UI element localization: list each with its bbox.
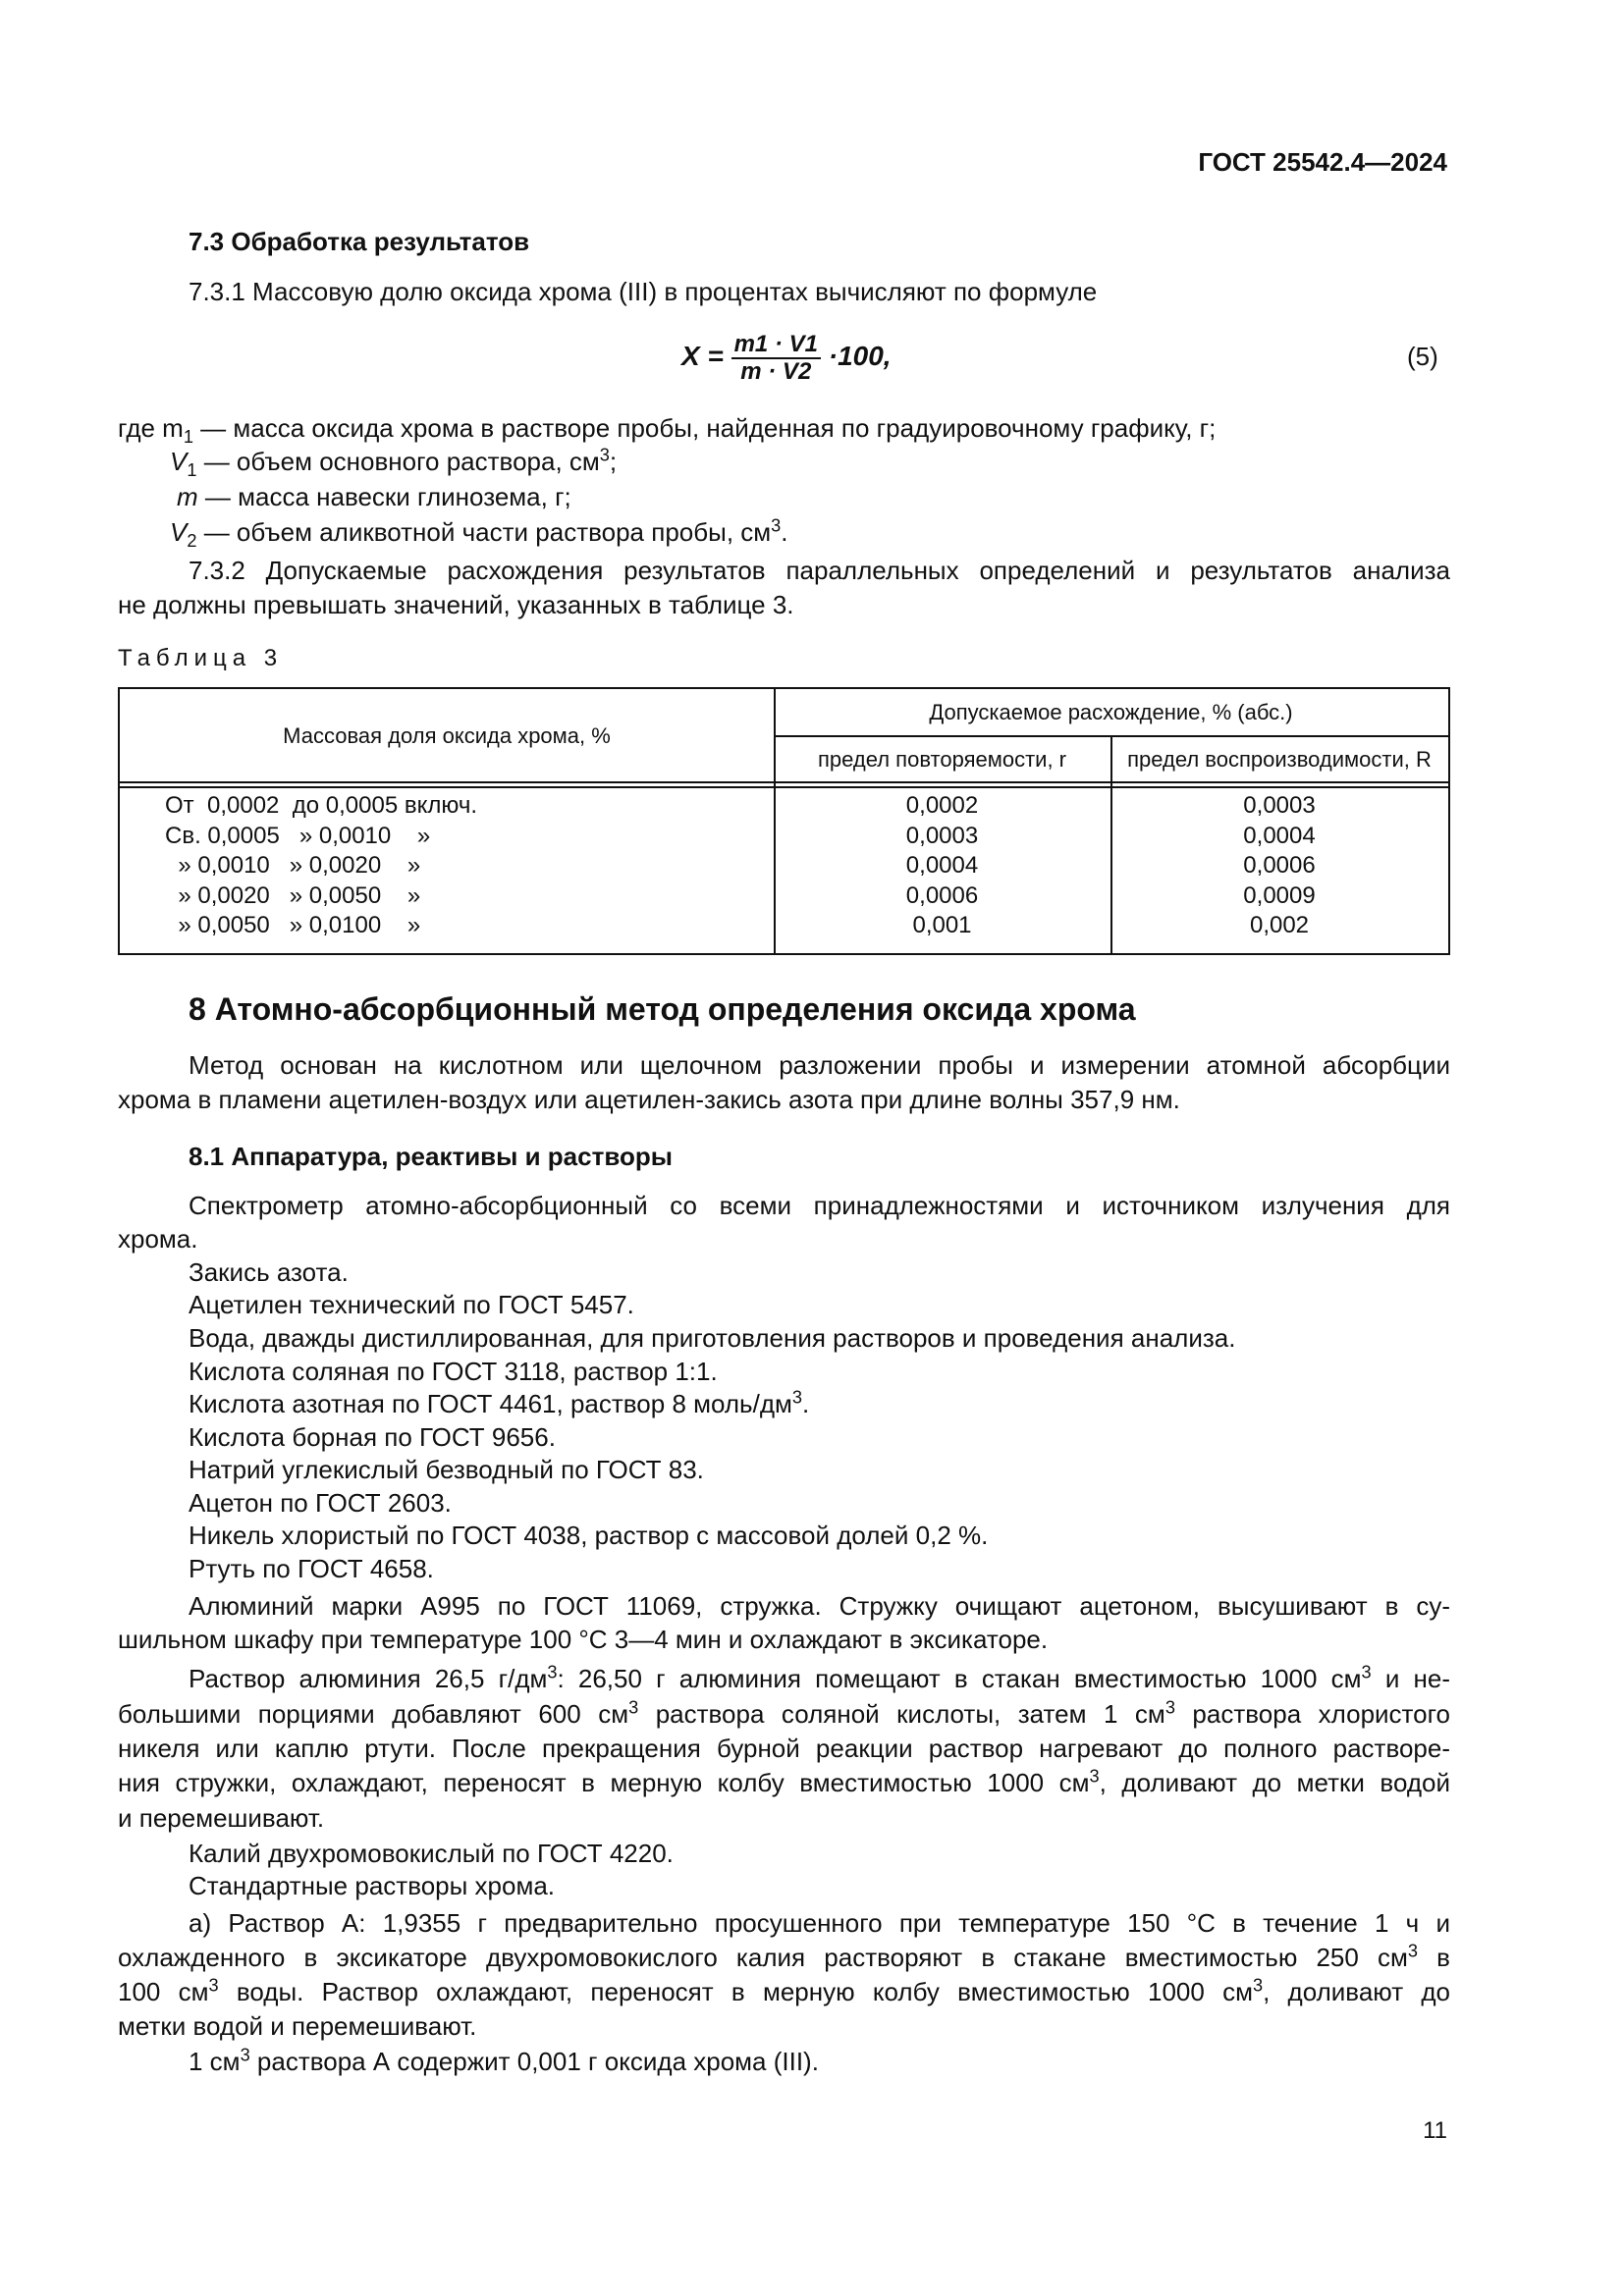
table-cell: 0,0006 [905, 881, 979, 909]
table-3 [118, 687, 1450, 955]
table-cell: 0,0003 [905, 822, 979, 849]
text: большими порциями добавляют 600 см [118, 1699, 629, 1729]
subscript: 1 [187, 460, 197, 481]
table-cell: » 0,0010 » 0,0020 » [165, 852, 421, 879]
section-8-intro-line1: Метод основан на кислотном или щелочном разложении пробы и измерении атомной абсорбции [189, 1050, 1450, 1080]
where-m1 [118, 412, 1217, 448]
text: Раствор алюминия 26,5 г/дм [189, 1664, 548, 1693]
section-8-intro-line2: хрома в пламени ацетилен-воздух или ацетилен-закись азота при длине волны 357,9 нм. [118, 1085, 1180, 1114]
superscript: 3 [1361, 1662, 1372, 1682]
section-8-title: 8 Атомно-абсорбционный метод определения оксида хрома [189, 991, 1136, 1027]
table-cell: 0,0009 [1243, 881, 1316, 909]
text: в [1418, 1943, 1450, 1972]
text: 100 см [118, 1977, 209, 2006]
al-solution-line3: никеля или каплю ртути. После прекращения бурной реакции раствор нагревают до полного растворе- [118, 1734, 1450, 1763]
reagent-item: Ацетилен технический по ГОСТ 5457. [189, 1290, 634, 1319]
table-divider [774, 735, 1448, 737]
formula-numerator: m1 · V1 [731, 332, 821, 359]
where-m [177, 481, 571, 513]
symbol: m [177, 482, 198, 511]
text: ния стружки, охлаждают, переносят в мерную колбу вместимостью 1000 см [118, 1768, 1090, 1797]
table-cell: 0,0004 [905, 852, 979, 879]
potassium-dichromate: Калий двухромовокислый по ГОСТ 4220. [189, 1839, 674, 1868]
section-7-3-title: 7.3 Обработка результатов [189, 227, 530, 256]
paragraph-7-3-1: 7.3.1 Массовую долю оксида хрома (III) в процентах вычисляют по формуле [189, 277, 1098, 306]
formula-number: (5) [1407, 342, 1438, 371]
table-col-R [1110, 791, 1448, 941]
page-number: 11 [1423, 2117, 1447, 2144]
aluminium-line2: шильном шкафу при температуре 100 °С 3—4 мин и охлаждают в эксикаторе. [118, 1625, 1049, 1654]
superscript: 3 [547, 1662, 558, 1682]
table-cell: Св. 0,0005 » 0,0010 » [165, 822, 431, 849]
reagent-item: Кислота борная по ГОСТ 9656. [189, 1422, 556, 1452]
where-v2 [170, 515, 788, 552]
table-col-r [774, 791, 1110, 941]
al-solution-line4 [118, 1767, 1450, 1799]
table-col-range [165, 791, 477, 941]
superscript: 3 [1407, 1941, 1419, 1961]
text: раствора хлористого [1174, 1699, 1450, 1729]
subscript: 1 [183, 427, 193, 448]
reagent-item: Натрий углекислый безводный по ГОСТ 83. [189, 1455, 704, 1484]
table-cell: 0,0003 [1243, 792, 1316, 819]
formula-tail: ·100, [828, 341, 892, 371]
text: воды. Раствор охлаждают, переносят в мерную колбу вместимостью 1000 см [218, 1977, 1253, 2006]
table-cell: 0,002 [1249, 912, 1310, 938]
al-solution-line2 [118, 1698, 1450, 1731]
superscript: 3 [771, 515, 782, 536]
symbol: V [170, 447, 188, 476]
table-header-repeatability: предел повторяемости, r [817, 747, 1067, 772]
text: раствора А содержит 0,001 г оксида хрома (III). [249, 2047, 819, 2076]
section-8-1-title: 8.1 Аппаратура, реактивы и растворы [189, 1142, 673, 1171]
definition: — масса оксида хрома в растворе пробы, найденная по градуировочному графику, г; [192, 413, 1217, 443]
paragraph-7-3-2-line2: не должны превышать значений, указанных в таблице 3. [118, 590, 794, 619]
solution-a-line2 [118, 1942, 1450, 1974]
punct: . [802, 1389, 810, 1418]
solution-a-line1: а) Раствор А: 1,9355 г предварительно просушенного при температуре 150 °С в течение 1 ч и [189, 1908, 1450, 1938]
definition: — объем основного раствора, см [196, 447, 600, 476]
document-header: ГОСТ 25542.4—2024 [1198, 147, 1447, 177]
subscript: 2 [187, 531, 197, 552]
where-v1 [170, 445, 618, 481]
symbol: V [170, 517, 188, 547]
text: 1 см [189, 2047, 241, 2076]
reagent-item: Никель хлористый по ГОСТ 4038, раствор с массовой долей 0,2 %. [189, 1521, 989, 1550]
spectrometer-line2: хрома. [118, 1224, 198, 1254]
superscript: 3 [208, 1975, 219, 1996]
table-cell: 0,001 [912, 912, 972, 938]
superscript: 3 [599, 445, 610, 465]
punct: . [781, 517, 788, 547]
text: Кислота азотная по ГОСТ 4461, раствор 8 моль/дм [189, 1389, 792, 1418]
text: и не- [1371, 1664, 1450, 1693]
formula-lhs: X = [681, 341, 724, 371]
superscript: 3 [1252, 1975, 1264, 1996]
reagent-item: Вода, дважды дистиллированная, для приготовления растворов и проведения анализа. [189, 1323, 1236, 1353]
al-solution-line5: и перемешивают. [118, 1803, 325, 1833]
table-divider [120, 781, 1448, 783]
formula-fraction [731, 332, 821, 385]
text: , доливают до [1263, 1977, 1450, 2006]
table-header-group: Допускаемое расхождение, % (абс.) [929, 700, 1293, 724]
symbol: где m [118, 413, 184, 443]
definition: — масса навески глинозема, г; [197, 482, 571, 511]
reagent-item: Ацетон по ГОСТ 2603. [189, 1488, 452, 1518]
table-cell: 0,0004 [1243, 822, 1316, 849]
superscript: 3 [628, 1697, 639, 1718]
formula-5 [681, 327, 892, 386]
aluminium-line1: Алюминий марки А995 по ГОСТ 11069, стружка. Стружку очищают ацетоном, высушивают в су- [189, 1591, 1450, 1621]
reagent-item: Закись азота. [189, 1257, 349, 1287]
reagent-item: Ртуть по ГОСТ 4658. [189, 1554, 434, 1583]
superscript: 3 [791, 1387, 802, 1408]
table-cell: От 0,0002 до 0,0005 включ. [165, 792, 477, 819]
standard-solutions: Стандартные растворы хрома. [189, 1871, 556, 1900]
table-cell: » 0,0050 » 0,0100 » [165, 912, 421, 938]
table-header-mass-fraction: Массовая доля оксида хрома, % [283, 723, 611, 748]
reagent-item-nitric [189, 1388, 809, 1420]
definition: — объем аликвотной части раствора пробы, см [196, 517, 772, 547]
spectrometer-line1: Спектрометр атомно-абсорбционный со всеми принадлежностями и источником излучения для [189, 1191, 1450, 1220]
table-cell: » 0,0020 » 0,0050 » [165, 881, 421, 909]
paragraph-7-3-2-line1: 7.3.2 Допускаемые расхождения результатов параллельных определений и результатов анализа [189, 556, 1450, 585]
text: охлажденного в эксикаторе двухромовокислого калия растворяют в стакане вместимостью 250 см [118, 1943, 1408, 1972]
formula-denominator: m · V2 [740, 357, 812, 385]
text: , доливают до метки водой [1099, 1768, 1450, 1797]
table-divider [120, 786, 1448, 788]
punct: ; [609, 447, 618, 476]
table-caption: Таблица 3 [118, 645, 284, 671]
table-cell: 0,0002 [905, 792, 979, 819]
superscript: 3 [1164, 1697, 1175, 1718]
al-solution-line1 [189, 1663, 1450, 1695]
text: раствора соляной кислоты, затем 1 см [638, 1699, 1165, 1729]
solution-a-line4: метки водой и перемешивают. [118, 2011, 477, 2041]
superscript: 3 [240, 2045, 250, 2065]
superscript: 3 [1089, 1766, 1100, 1787]
solution-a-content [189, 2046, 819, 2078]
table-cell: 0,0006 [1243, 852, 1316, 879]
table-header-reproducibility: предел воспроизводимости, R [1127, 747, 1432, 772]
reagent-item: Кислота соляная по ГОСТ 3118, раствор 1:1. [189, 1357, 718, 1386]
solution-a-line3 [118, 1976, 1450, 2008]
text: : 26,50 г алюминия помещают в стакан вместимостью 1000 см [557, 1664, 1362, 1693]
